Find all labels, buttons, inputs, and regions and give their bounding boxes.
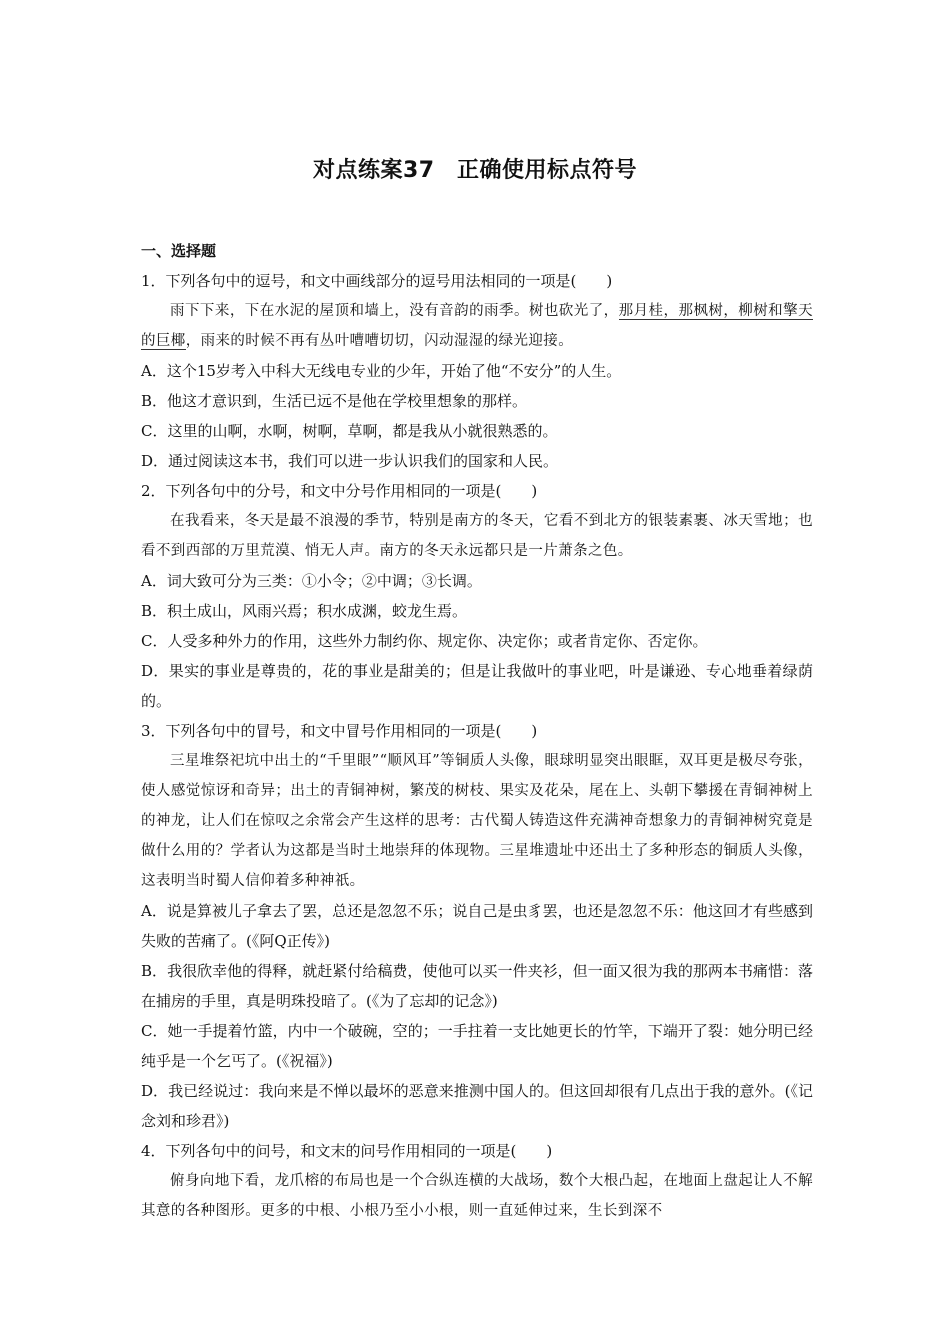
question-2-option-a: A．词大致可分为三类：①小令；②中调；③长调。 (141, 572, 482, 590)
question-3-option-b: B．我很欣幸他的得释，就赶紧付给稿费，使他可以买一件夹衫，但一面又很为我的那两本书痛惜：落在捕房的手里，真是明珠投暗了。(《为了忘却的记念》) (141, 962, 813, 1010)
section-heading: 一、选择题 (141, 242, 217, 260)
question-1-option-d: D．通过阅读这本书，我们可以进一步认识我们的国家和人民。 (141, 452, 559, 470)
question-2-option-c: C．人受多种外力的作用，这些外力制约你、规定你、决定你；或者肯定你、否定你。 (141, 632, 708, 650)
question-4-passage: 俯身向地下看，龙爪榕的布局也是一个合纵连横的大战场，数个大根凸起，在地面上盘起让人不解其意的各种图形。更多的中根、小根乃至小小根，则一直延伸过来，生长到深不 (141, 1173, 813, 1219)
question-2-stem: 2．下列各句中的分号，和文中分号作用相同的一项是( ) (141, 482, 538, 500)
page-title: 对点练案37 正确使用标点符号 (312, 158, 638, 183)
question-1-stem: 1．下列各句中的逗号，和文中画线部分的逗号用法相同的一项是( ) (141, 272, 613, 290)
document-body (141, 236, 813, 1226)
underlined-phrase: 那月桂，那枫树，柳树和擎天的巨椰 (141, 303, 813, 349)
question-1-option-a: A．这个15岁考入中科大无线电专业的少年，开始了他“不安分”的人生。 (141, 362, 622, 380)
question-4-stem: 4．下列各句中的问号，和文末的问号作用相同的一项是( ) (141, 1142, 553, 1160)
question-2-option-b: B．积土成山，风雨兴焉；积水成渊，蛟龙生焉。 (141, 602, 468, 620)
question-2-passage: 在我看来，冬天是最不浪漫的季节，特别是南方的冬天，它看不到北方的银装素裹、冰天雪地；也看不到西部的万里荒漠、悄无人声。南方的冬天永远都只是一片萧条之色。 (141, 513, 813, 559)
question-1-option-c: C．这里的山啊，水啊，树啊，草啊，都是我从小就很熟悉的。 (141, 422, 558, 440)
question-1-option-b: B．他这才意识到，生活已远不是他在学校里想象的那样。 (141, 392, 528, 410)
question-2-option-d: D．果实的事业是尊贵的，花的事业是甜美的；但是让我做叶的事业吧，叶是谦逊、专心地垂着绿荫的。 (141, 662, 813, 710)
question-3-option-a: A．说是算被儿子拿去了罢，总还是忽忽不乐；说自己是虫豸罢，也还是忽忽不乐：他这回才有些感到失败的苦痛了。(《阿Q正传》) (141, 902, 813, 950)
question-1-passage: 雨下下来，下在水泥的屋顶和墙上，没有音韵的雨季。树也砍光了，那月桂，那枫树，柳树和擎天的巨椰，雨来的时候不再有丛叶嘈嘈切切，闪动湿湿的绿光迎接。 (141, 303, 813, 349)
question-3-stem: 3．下列各句中的冒号，和文中冒号作用相同的一项是( ) (141, 722, 538, 740)
question-3-option-c: C．她一手提着竹篮，内中一个破碗，空的；一手拄着一支比她更长的竹竿，下端开了裂：她分明已经纯乎是一个乞丐了。(《祝福》) (141, 1022, 813, 1070)
question-3-option-d: D．我已经说过：我向来是不惮以最坏的恶意来推测中国人的。但这回却很有几点出于我的意外。(《记念刘和珍君》) (141, 1082, 813, 1130)
question-3-passage: 三星堆祭祀坑中出土的“千里眼”“顺风耳”等铜质人头像，眼球明显突出眼眶，双耳更是极尽夸张，使人感觉惊讶和奇异；出土的青铜神树，繁茂的树枝、果实及花朵，尾在上、头朝下攀援在青铜神树上的神龙，让人们在惊叹之余常会产生这样的思考：古代蜀人铸造这件充满神奇想象力的青铜神树究竟是做什么用的？学者认为这都是当时土地崇拜的体现物。三星堆遗址中还出土了多种形态的铜质人头像，这表明当时蜀人信仰着多种神祇。 (141, 753, 813, 889)
